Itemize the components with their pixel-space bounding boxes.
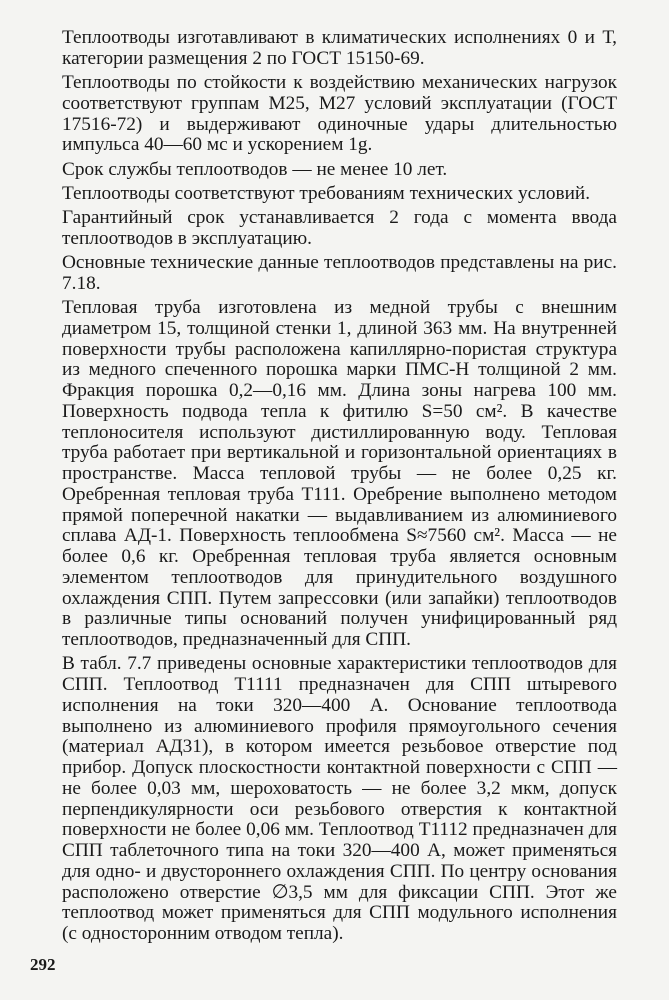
paragraph-table-7-7: В табл. 7.7 приведены основные характеристики теплоотводов для СПП. Теплоотвод Т1111 предназначен для СПП штыревого исполнения на токи 320—400 А. Основание теплоотвода выполнено из алюминиевого профиля прямоугольного сечения (материал АД31), в котором имеется резьбовое отверстие под прибор. Допуск плоскостности контактной поверхности с СПП — не более 0,03 мм, шероховатость — не более 3,2 мкм, допуск перпендикулярности оси резьбового отверстия к контактной поверхности не более 0,06 мм. Теплоотвод Т1112 предназначен для СПП таблеточного типа на токи 320—400 А, может применяться для одно- и двустороннего охлаждения СПП. По центру основания расположено отверстие ∅3,5 мм для фиксации СПП. Этот же теплоотвод может применяться для СПП модульного исполнения (с односторонним отводом тепла). xyxy=(62,653,617,944)
paragraph-warranty: Гарантийный срок устанавливается 2 года с момента ввода теплоотводов в эксплуатацию. xyxy=(62,207,617,249)
paragraph-mechanical-loads: Теплоотводы по стойкости к воздействию механических нагрузок соответствуют группам М25, М27 условий эксплуатации (ГОСТ 17516-72) и выдерживают одиночные удары длительностью импульса 40—60 мс и ускорением 1g. xyxy=(62,72,617,156)
page-number: 292 xyxy=(30,955,56,974)
paragraph-climate: Теплоотводы изготавливают в климатических исполнениях 0 и Т, категории размещения 2 по ГОСТ 15150-69. xyxy=(62,27,617,69)
paragraph-requirements: Теплоотводы соответствуют требованиям технических условий. xyxy=(62,182,591,204)
paragraph-technical-data: Основные технические данные теплоотводов представлены на рис. 7.18. xyxy=(62,252,617,294)
paragraph-heat-pipe: Тепловая труба изготовлена из медной трубы с внешним диаметром 15, толщиной стенки 1, длиной 363 мм. На внутренней поверхности трубы расположена капиллярно-пористая структура из медного спеченного порошка марки ПМС-Н толщиной 2 мм. Фракция порошка 0,2—0,16 мм. Длина зоны нагрева 100 мм. Поверхность подвода тепла к фитилю S=50 см². В качестве теплоносителя используют дистиллированную воду. Тепловая труба работает при вертикальной и горизонтальной ориентациях в пространстве. Масса тепловой трубы — не более 0,25 кг. Оребренная тепловая труба Т111. Оребрение выполнено методом прямой поперечной накатки — выдавливанием из алюминиевого сплава АД-1. Поверхность теплообмена S≈7560 см². Масса — не более 0,6 кг. Оребренная тепловая труба является основным элементом теплоотводов для принудительного воздушного охлаждения СПП. Путем запрессовки (или запайки) теплоотводов в различные типы оснований получен унифицированный ряд теплоотводов, предназначенный для СПП. xyxy=(62,297,617,650)
paragraph-service-life: Срок службы теплоотводов — не менее 10 лет. xyxy=(62,158,448,180)
